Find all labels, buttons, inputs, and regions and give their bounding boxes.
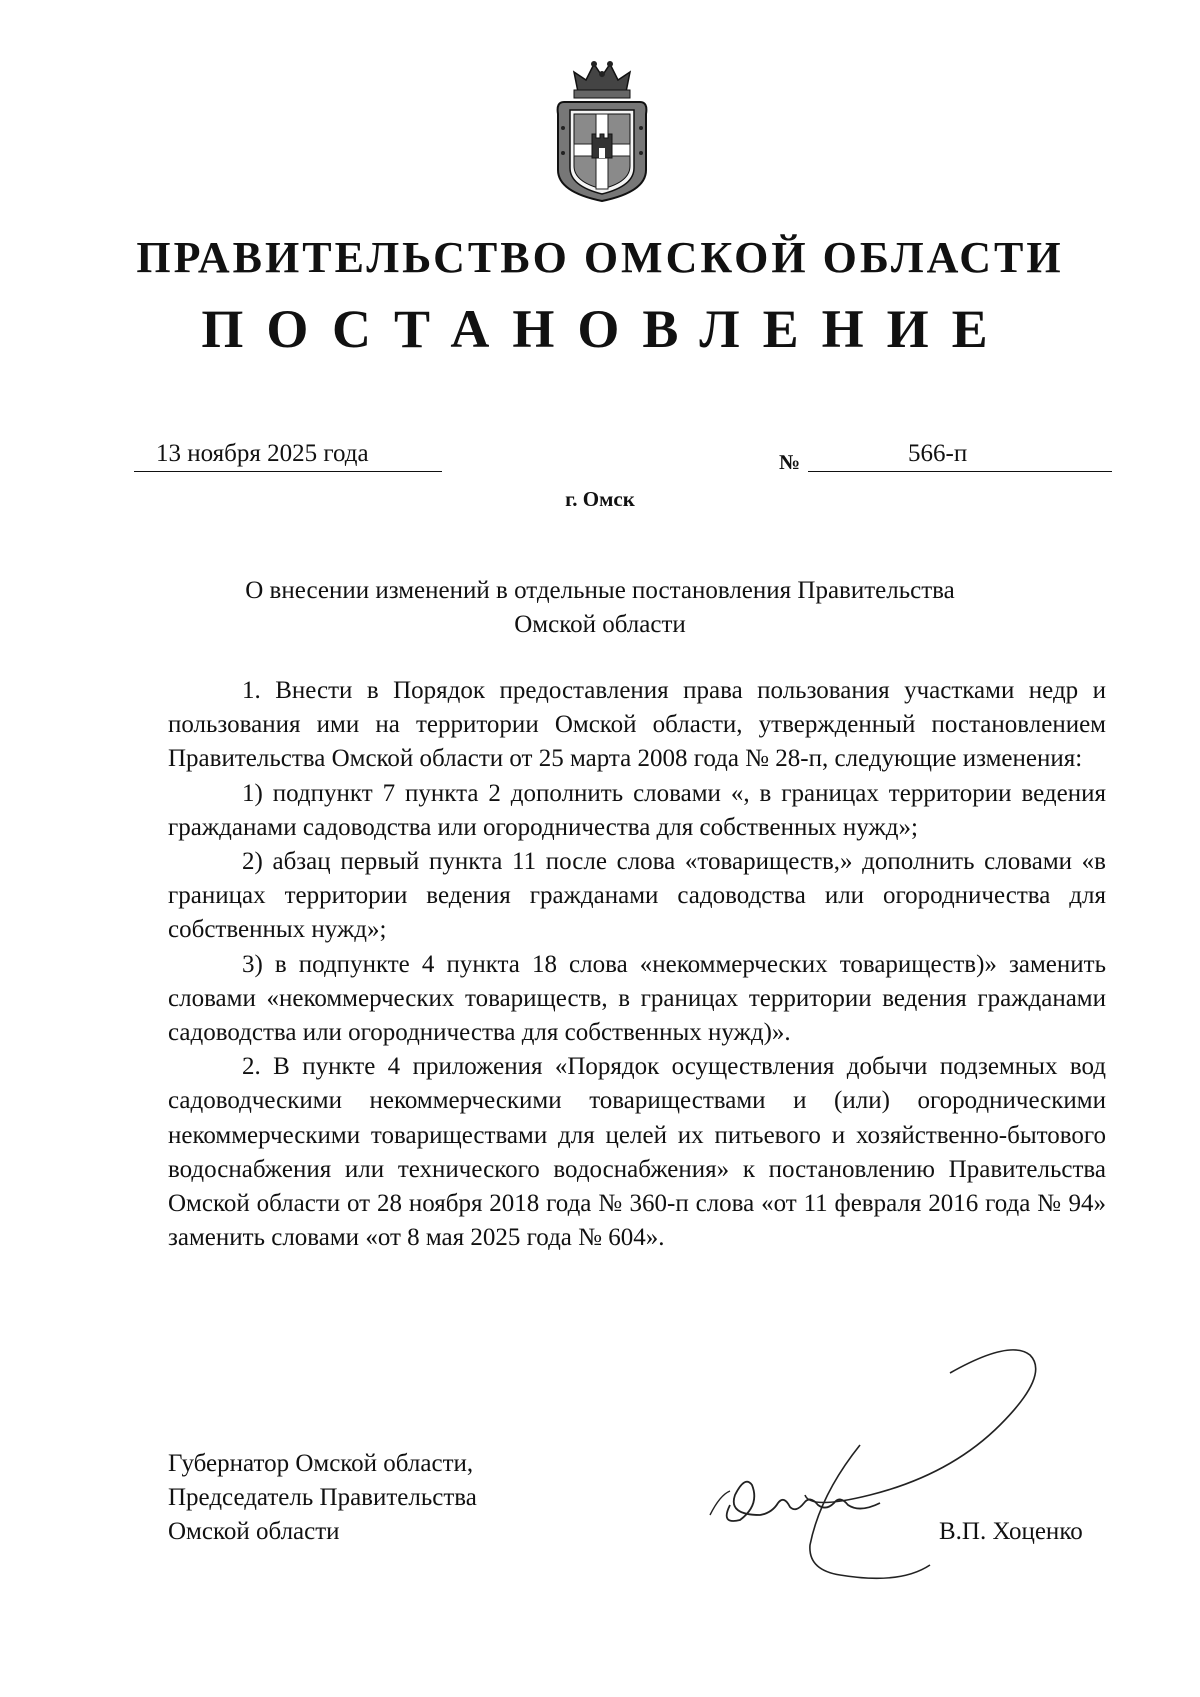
position-line: Губернатор Омской области,	[168, 1450, 474, 1477]
position-line: Председатель Правительства	[168, 1484, 477, 1511]
subject-line: О внесении изменений в отдельные постановления Правительства	[245, 577, 955, 604]
document-date: 13 ноября 2025 года	[156, 440, 369, 467]
paragraph: 2) абзац первый пункта 11 после слова «товариществ,» дополнить словами «в границах территории ведения гражданами садоводства или огородничества для собственных нужд»;	[168, 848, 1106, 944]
document-subject	[200, 574, 1000, 642]
city: г. Омск	[565, 487, 635, 511]
paragraph: 2. В пункте 4 приложения «Порядок осуществления добычи подземных вод садоводческими некоммерческими товариществами и (или) огородническими некоммерческими товариществами для целей их питьевого и хозяйственно-бытового водоснабжения или технического водоснабжения» к постановлению Правительства Омской области от 28 ноября 2018 года № 360-п слова «от 11 февраля 2016 года № 94» заменить словами «от 8 мая 2025 года № 604».	[168, 1053, 1106, 1252]
subject-line: Омской области	[514, 611, 686, 638]
document-number: 566-п	[908, 440, 968, 467]
signature-icon	[700, 1345, 1060, 1595]
paragraph: 1) подпункт 7 пункта 2 дополнить словами «, в границах территории ведения гражданами садоводства или огородничества для собственных нужд»;	[168, 779, 1106, 841]
document-body	[168, 674, 1106, 1255]
number-field	[808, 436, 1112, 472]
number-label: №	[779, 450, 801, 474]
date-field	[134, 436, 442, 472]
position-line: Омской области	[168, 1518, 340, 1545]
government-title: ПРАВИТЕЛЬСТВО ОМСКОЙ ОБЛАСТИ	[136, 233, 1064, 282]
coat-of-arms-icon	[554, 58, 650, 203]
signer-name: В.П. Хоценко	[939, 1518, 1083, 1545]
signer-position	[168, 1447, 477, 1549]
document-type: ПОСТАНОВЛЕНИЕ	[201, 299, 1011, 359]
paragraph: 1. Внести в Порядок предоставления права пользования участками недр и пользования ими на территории Омской области, утвержденный постановлением Правительства Омской области от 25 марта 2008 года № 28-п, следующие изменения:	[168, 677, 1106, 773]
paragraph: 3) в подпункте 4 пункта 18 слова «некоммерческих товариществ)» заменить словами «некоммерческих товариществ, в границах территории ведения гражданами садоводства или огородничества для собственных нужд)».	[168, 950, 1106, 1047]
